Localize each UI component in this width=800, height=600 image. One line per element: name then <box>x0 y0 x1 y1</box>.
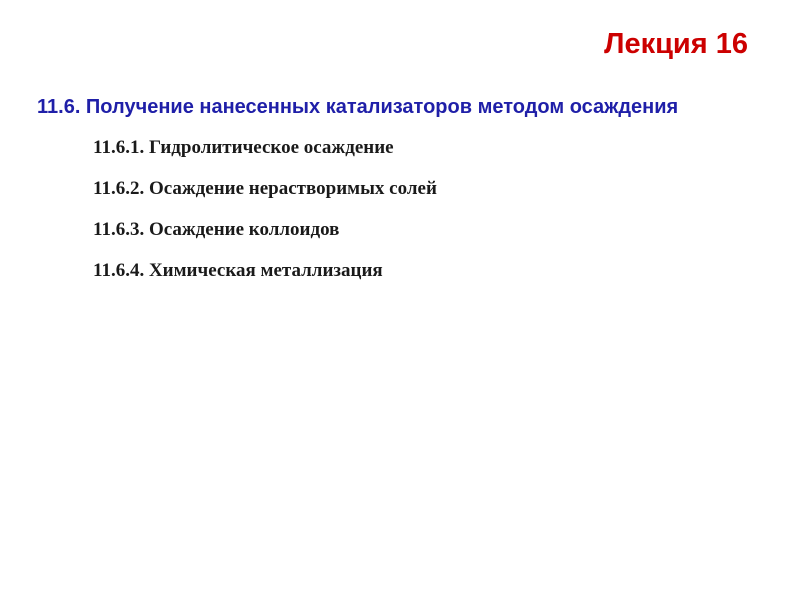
lecture-title: Лекция 16 <box>604 28 748 60</box>
subsection-item-colloids: 11.6.3. Осаждение коллоидов <box>93 219 340 240</box>
subsection-item-insoluble-salts: 11.6.2. Осаждение нерастворимых солей <box>93 178 437 199</box>
subsection-list <box>93 136 437 300</box>
subsection-item-hydrolytic: 11.6.1. Гидролитическое осаждение <box>93 137 394 158</box>
subsection-item-chemical-metallization: 11.6.4. Химическая металлизация <box>93 260 383 281</box>
section-heading: 11.6. Получение нанесенных катализаторов методом осаждения <box>37 96 679 118</box>
